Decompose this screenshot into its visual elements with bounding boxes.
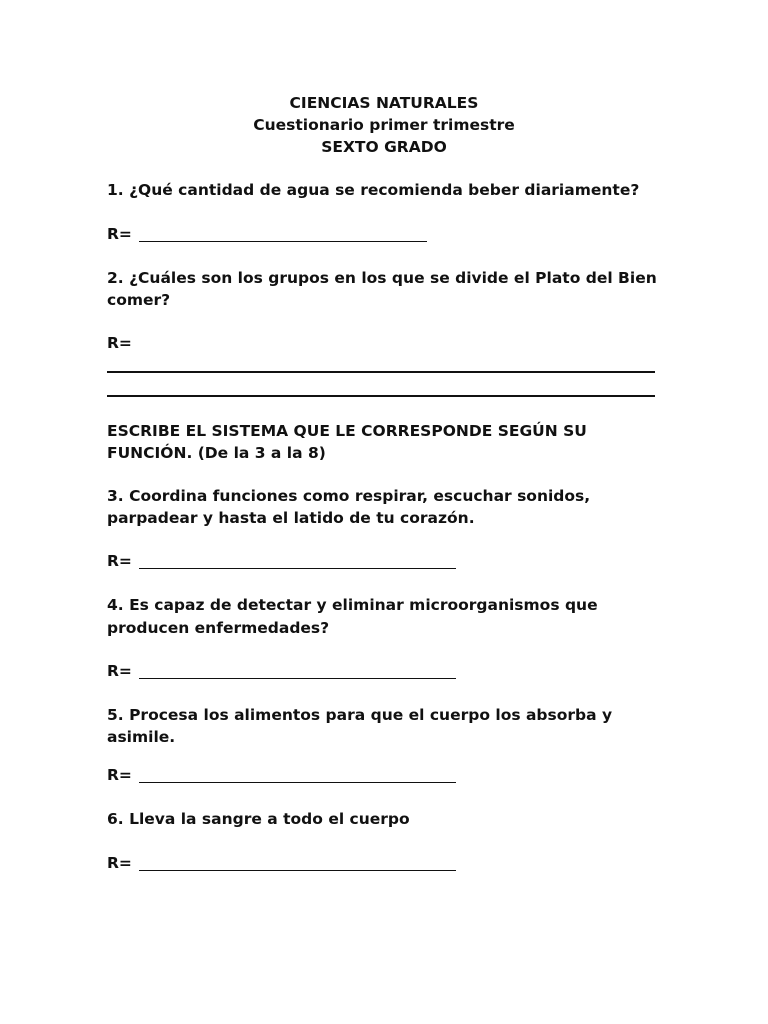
question-5-line-2: asimile. [107,728,176,746]
answer-label-4: R= [107,662,132,680]
answer-line-4[interactable] [139,678,456,679]
question-3-line-1: 3. Coordina funciones como respirar, escuchar sonidos, [107,487,591,505]
quiz-title: Cuestionario primer trimestre [253,116,515,134]
answer-label-2: R= [107,334,132,352]
question-4-line-1: 4. Es capaz de detectar y eliminar microorganismos que [107,596,598,614]
question-3-line-2: parpadear y hasta el latido de tu corazón. [107,509,475,527]
question-5-line-1: 5. Procesa los alimentos para que el cuerpo los absorba y [107,706,613,724]
instruction-line-2: FUNCIÓN. (De la 3 a la 8) [107,444,326,462]
answer-label-6: R= [107,854,132,872]
answer-line-3[interactable] [139,568,456,569]
answer-line-6[interactable] [139,870,456,871]
subject-title: CIENCIAS NATURALES [289,94,479,112]
question-1: 1. ¿Qué cantidad de agua se recomienda beber diariamente? [107,181,640,199]
answer-line-2a[interactable] [107,371,655,373]
answer-label-5: R= [107,766,132,784]
answer-label-3: R= [107,552,132,570]
answer-line-2b[interactable] [107,395,655,397]
answer-line-1[interactable] [139,241,427,242]
answer-label-1: R= [107,225,132,243]
answer-line-5[interactable] [139,782,456,783]
question-2-line-1: 2. ¿Cuáles son los grupos en los que se divide el Plato del Bien [107,269,657,287]
question-6: 6. Lleva la sangre a todo el cuerpo [107,810,410,828]
question-2-line-2: comer? [107,291,171,309]
question-4-line-2: producen enfermedades? [107,619,330,637]
instruction-line-1: ESCRIBE EL SISTEMA QUE LE CORRESPONDE SEGÚN SU [107,422,587,440]
grade-title: SEXTO GRADO [321,138,447,156]
